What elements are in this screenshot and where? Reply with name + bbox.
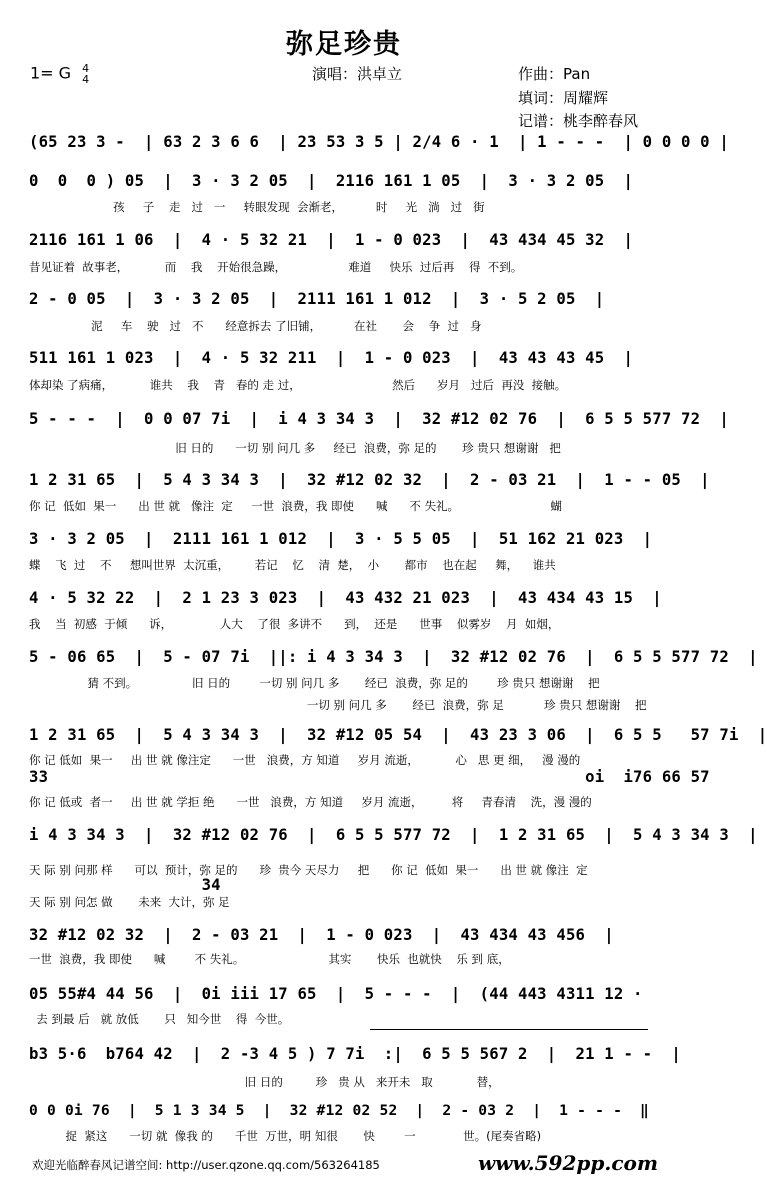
- score-notes-line: 2 - 0 05 | 3 · 3 2 05 | 2111 161 1 012 | 3 · 5 2 05 |: [29, 290, 605, 308]
- volta-bracket: [370, 1029, 648, 1030]
- score-notes-line: 0 0 0 ) 05 | 3 · 3 2 05 | 2116 161 1 05 | 3 · 3 2 05 |: [29, 172, 634, 190]
- time-bottom: 4: [82, 73, 90, 86]
- score-notes-line: 511 161 1 023 | 4 · 5 32 211 | 1 - 0 023 | 43 43 43 45 |: [29, 349, 634, 367]
- score-lyrics-line: 你 记 低或 者一 出 世 就 学拒 绝 一世 浪费，方 知道 岁月 流逝， 将 青春清 洗，漫 漫的: [29, 795, 592, 809]
- score-notes-line: 05 55#4 44 56 | 0i iii 17 65 | 5 - - - | (44 443 4311 12 ·: [29, 985, 643, 1003]
- score-notes-line: 3 · 3 2 05 | 2111 161 1 012 | 3 · 5 5 05 | 51 162 21 023 |: [29, 530, 653, 548]
- score-lyrics-line: 天 际 别 问那 样 可以 预计，弥 足的 珍 贵今 天尽力 把 你 记 低如 果一 出 世 就 像注 定: [29, 863, 588, 877]
- score-notes-line: 0 0 0i 76 | 5 1 3 34 5 | 32 #12 02 52 | 2 - 03 2 | 1 - - - ‖: [29, 1102, 650, 1119]
- score-notes-line: i 4 3 34 3 | 32 #12 02 76 | 6 5 5 577 72 | 1 2 31 65 | 5 4 3 34 3 |: [29, 826, 758, 844]
- score-lyrics-line: 蝶 飞 过 不 想叫世界 太沉重， 若记 忆 清 楚， 小 都市 也在起 舞， 谁共: [29, 558, 556, 572]
- key-signature: [30, 63, 89, 85]
- score-lyrics-line: 孩 子 走 过 一 转眼发现 会渐老， 时 光 淌 过 街: [29, 200, 485, 214]
- score-lyrics-line: 你 记 低如 果一 出 世 就 像注定 一世 浪费，方 知道 岁月 流逝， 心 思 更 细， 漫 漫的: [29, 753, 581, 767]
- score-lyrics-line: 一切 别 问几 多 经已 浪费，弥 足 珍 贵只 想谢谢 把: [29, 698, 647, 712]
- score-notes-line: 4 · 5 32 22 | 2 1 23 3 023 | 43 432 21 023 | 43 434 43 15 |: [29, 589, 662, 607]
- score-lyrics-line: 旧 日的 珍 贵 从 来开未 取 替，: [29, 1075, 500, 1089]
- footer-link[interactable]: 欢迎光临醉春风记谱空间: http://user.qzone.qq.com/563264185: [32, 1158, 380, 1172]
- score-lyrics-line: 捉 紧这 一切 就 像我 的 千世 万世，明 知很 快 一 世。(尾奏省略): [29, 1129, 542, 1143]
- score-notes-line: 34: [29, 876, 221, 894]
- transcriber-credit: 记谱：桃李醉春风: [518, 112, 639, 130]
- score-lyrics-line: 泥 车 驶 过 不 经意拆去 了旧铺， 在社 会 争 过 身: [29, 319, 482, 333]
- key-label: 1= G: [30, 63, 72, 83]
- score-lyrics-line: 昔见证着 故事老， 而 我 开始很急躁， 难道 快乐 过后再 得 不到。: [29, 260, 523, 274]
- score-notes-line: 33 oi i76 66 57: [29, 768, 710, 786]
- score-lyrics-line: 你 记 低如 果一 出 世 就 像注 定 一世 浪费，我 即使 喊 不 失礼。 蝴: [29, 499, 562, 513]
- composer-credit: 作曲：Pan: [518, 65, 591, 83]
- score-lyrics-line: 一世 浪费，我 即使 喊 不 失礼。 其实 快乐 也就快 乐 到 底，: [29, 952, 510, 966]
- score-notes-line: 5 - 06 65 | 5 - 07 7i ||: i 4 3 34 3 | 32 #12 02 76 | 6 5 5 577 72 |: [29, 648, 758, 666]
- score-lyrics-line: 体却染 了病痛， 谁共 我 青 春的 走 过， 然后 岁月 过后 再没 接触。: [29, 378, 567, 392]
- time-top: 4: [82, 62, 90, 75]
- score-lyrics-line: 去 到最 后 就 放低 只 知今世 得 今世。: [29, 1012, 290, 1026]
- score-notes-line: 1 2 31 65 | 5 4 3 34 3 | 32 #12 05 54 | 43 23 3 06 | 6 5 5 57 7i |: [29, 726, 767, 744]
- score-notes-line: 5 - - - | 0 0 07 7i | i 4 3 34 3 | 32 #12 02 76 | 6 5 5 577 72 |: [29, 410, 729, 428]
- score-notes-line: (65 23 3 - | 63 2 3 6 6 | 23 53 3 5 | 2/4 6 · 1 | 1 - - - | 0 0 0 0 |: [29, 133, 729, 151]
- lyricist-credit: 填词：周耀辉: [518, 89, 609, 107]
- score-lyrics-line: 天 际 别 问怎 做 未来 大计，弥 足: [29, 895, 230, 909]
- site-watermark: www.592pp.com: [478, 1151, 658, 1175]
- singer-credit: 演唱：洪卓立: [312, 65, 403, 83]
- song-title: 弥足珍贵: [286, 29, 402, 60]
- score-lyrics-line: 我 当 初感 于倾 诉， 人大 了很 多讲不 到， 还是 世事 似雾岁 月 如烟，: [29, 617, 560, 631]
- score-notes-line: 1 2 31 65 | 5 4 3 34 3 | 32 #12 02 32 | 2 - 03 21 | 1 - - 05 |: [29, 471, 710, 489]
- time-signature: [82, 63, 89, 85]
- score-notes-line: 2116 161 1 06 | 4 · 5 32 21 | 1 - 0 023 | 43 434 45 32 |: [29, 231, 634, 249]
- score-lyrics-line: 旧 日的 一切 别 问几 多 经已 浪费，弥 足的 珍 贵只 想谢谢 把: [29, 441, 561, 455]
- score-notes-line: b3 5·6 b764 42 | 2 -3 4 5 ) 7 7i :| 6 5 5 567 2 | 21 1 - - |: [29, 1045, 681, 1063]
- score-notes-line: 32 #12 02 32 | 2 - 03 21 | 1 - 0 023 | 43 434 43 456 |: [29, 926, 614, 944]
- score-lyrics-line: 猜 不到。 旧 日的 一切 别 问几 多 经已 浪费，弥 足的 珍 贵只 想谢谢 把: [29, 676, 600, 690]
